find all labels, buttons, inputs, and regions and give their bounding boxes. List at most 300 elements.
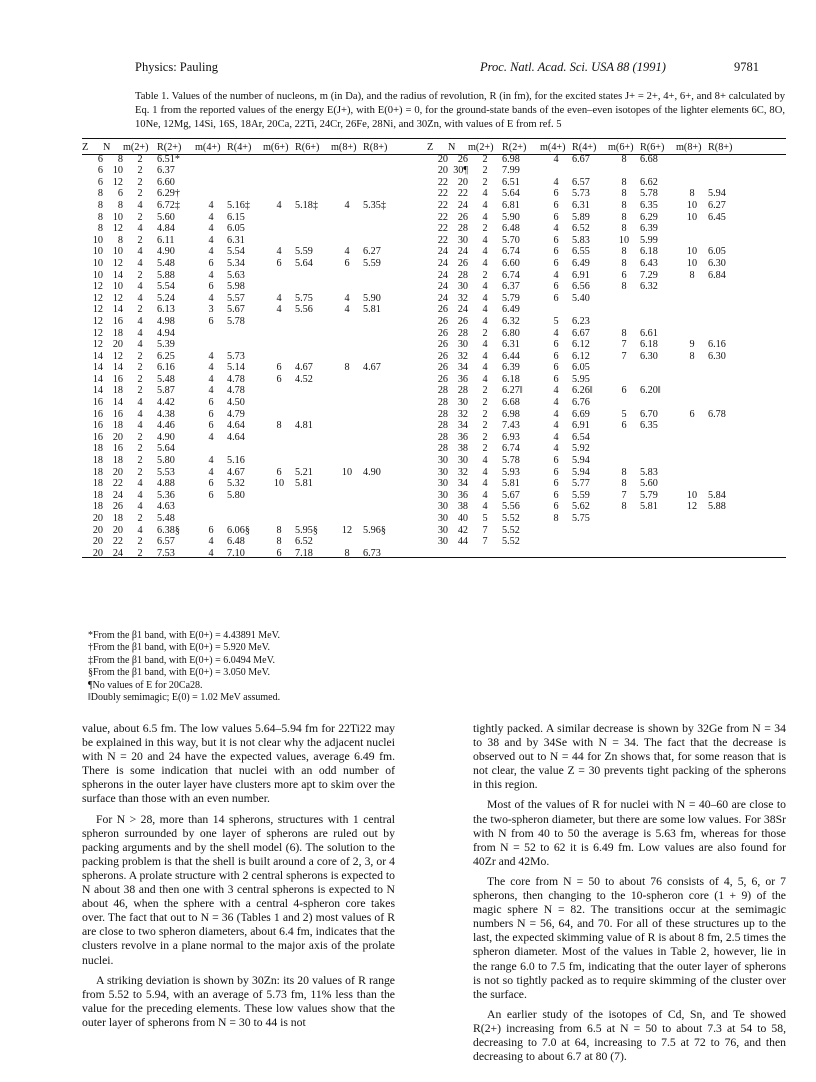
table-cell: 6.93 xyxy=(502,431,520,443)
table-cell xyxy=(331,374,363,386)
table-cell: 6.32 xyxy=(502,315,520,327)
table-cell: 4 xyxy=(276,304,282,316)
table-cell: 4 xyxy=(208,385,214,397)
table-row xyxy=(427,432,744,444)
table-cell: 20 xyxy=(92,524,103,536)
table-cell xyxy=(640,165,676,177)
table-cell: 16 xyxy=(92,431,103,443)
table-cell: 5.48 xyxy=(157,373,175,385)
table-cell: 4 xyxy=(137,223,143,235)
table-cell: 4 xyxy=(276,199,282,211)
table-cell: 4 xyxy=(553,408,559,420)
table-row xyxy=(82,212,399,224)
table-cell: 6.30 xyxy=(708,257,726,269)
table-row xyxy=(427,154,744,166)
table-cell: 6 xyxy=(553,257,559,269)
table-cell xyxy=(640,443,676,455)
table-cell: 30 xyxy=(437,501,448,513)
table-cell xyxy=(608,374,640,386)
table-cell: 4 xyxy=(208,292,214,304)
table-cell: 6.29 xyxy=(640,211,658,223)
table-cell: 4 xyxy=(553,431,559,443)
table-cell: 14 xyxy=(92,362,103,374)
table-cell xyxy=(363,513,399,525)
table-cell: 2 xyxy=(137,443,143,455)
table-cell: 4 xyxy=(482,188,488,200)
table-cell: 6.91 xyxy=(572,269,590,281)
table-cell: 4 xyxy=(553,443,559,455)
table-cell: 4.67 xyxy=(295,362,313,374)
table-cell xyxy=(708,177,744,189)
table-cell: 6.30 xyxy=(640,350,658,362)
table-cell: 18 xyxy=(112,420,123,432)
table-cell: 4 xyxy=(482,304,488,316)
table-cell: 6 xyxy=(276,466,282,478)
table-cell: 2 xyxy=(137,373,143,385)
table-cell xyxy=(331,223,363,235)
table-cell: 12 xyxy=(112,176,123,188)
table-cell: 4 xyxy=(482,350,488,362)
table-cell: 5.67 xyxy=(502,489,520,501)
table-cell: 6 xyxy=(97,176,103,188)
table-cell xyxy=(227,165,263,177)
table-cell xyxy=(572,536,608,548)
col-header: N xyxy=(448,142,456,153)
table-cell: 5.81 xyxy=(363,304,381,316)
table-cell: 6.62 xyxy=(640,176,658,188)
table-cell xyxy=(708,443,744,455)
table-cell: 2 xyxy=(137,536,143,548)
table-cell: 30 xyxy=(437,466,448,478)
table-cell: 6 xyxy=(553,246,559,258)
table-cell xyxy=(331,455,363,467)
table-cell: 5.62 xyxy=(572,501,590,513)
table-cell: 5.14 xyxy=(227,362,245,374)
table-cell: 6 xyxy=(621,269,627,281)
table-cell xyxy=(676,223,708,235)
table-cell xyxy=(608,362,640,374)
table-cell: 6.30 xyxy=(708,350,726,362)
table-cell: 4 xyxy=(137,501,143,513)
table-row xyxy=(427,304,744,316)
table-cell: 4 xyxy=(137,315,143,327)
table-cell: 4 xyxy=(208,211,214,223)
table-cell: 6.05 xyxy=(572,362,590,374)
table-cell: 4.64 xyxy=(227,431,245,443)
table-cell: 18 xyxy=(112,327,123,339)
table-cell: 6.29† xyxy=(157,188,180,200)
table-cell xyxy=(608,293,640,305)
table-cell xyxy=(227,501,263,513)
table-cell: 2 xyxy=(482,408,488,420)
table-cell: 4 xyxy=(137,397,143,409)
table-cell: 4 xyxy=(208,536,214,548)
table-cell: 20 xyxy=(112,431,123,443)
table-cell xyxy=(640,432,676,444)
table-cell: 5.52 xyxy=(502,524,520,536)
table-cell xyxy=(331,165,363,177)
table-cell: 18 xyxy=(112,513,123,524)
paragraph: A striking deviation is shown by 30Zn: its 20 values of R range from 5.52 to 5.94, with an average of 5.73 fm, 11% less than the value for the preceding elements. These low values show that the outer layer of spherons from N = 30 to 44 is not xyxy=(82,973,395,1029)
table-cell: 10 xyxy=(92,234,103,246)
table-cell: 4 xyxy=(208,362,214,374)
table-cell xyxy=(331,513,363,525)
table-cell: 6.31 xyxy=(227,234,245,246)
table-cell: 2 xyxy=(482,223,488,235)
table-cell: 4 xyxy=(137,199,143,211)
table-cell xyxy=(227,154,263,166)
table-cell: 7 xyxy=(482,536,488,548)
table-cell xyxy=(708,362,744,374)
table-cell xyxy=(363,501,399,513)
table-cell: 28 xyxy=(437,420,448,432)
table-cell: 34 xyxy=(457,362,468,374)
table-cell: 6.98 xyxy=(502,408,520,420)
table-cell: 30¶ xyxy=(453,165,468,177)
table-cell: 4.98 xyxy=(157,315,175,327)
table-row xyxy=(82,467,399,479)
table-cell: 8 xyxy=(621,199,627,211)
table-cell: 16 xyxy=(112,443,123,455)
table-cell xyxy=(708,374,744,386)
table-cell: 10 xyxy=(686,489,698,501)
table-cell: 6 xyxy=(553,501,559,513)
table-cell xyxy=(195,188,227,200)
table-cell: 10 xyxy=(686,257,698,269)
table-cell: 16 xyxy=(92,420,103,432)
table-cell xyxy=(708,513,744,525)
table-cell xyxy=(295,490,331,502)
table-row xyxy=(427,339,744,351)
table-cell: 5.81 xyxy=(502,478,520,490)
table-cell xyxy=(195,328,227,340)
table-cell: 12 xyxy=(92,315,103,327)
table-cell xyxy=(195,501,227,513)
table-cell: 2 xyxy=(482,443,488,455)
table-cell: 6.52 xyxy=(295,536,313,548)
table-row xyxy=(82,177,399,189)
table-cell: 22 xyxy=(112,536,123,548)
table-cell xyxy=(708,154,744,166)
paragraph: The core from N = 50 to about 76 consists of 4, 5, 6, or 7 spherons, then changing to the 10-spheron core (1 + 9) of the magic sphere N = 82. The transitions occur at the semimagic numbers N = 56, 64, and 70. For all of these structures up to the last, the expected skimming value of R is about 8 fm, 2.5 times the spheron diameter. Most of the values in Table 2, however, lie in the range 6.0 to 7.5 fm, indicating that the outer layer of spherons is not so tightly packed as to require skimming of the cluster over the surface. xyxy=(473,874,786,1001)
table-row xyxy=(82,270,399,282)
table-cell: 6 xyxy=(208,420,214,432)
table-cell xyxy=(640,455,676,467)
table-cell xyxy=(708,223,744,235)
table-cell: 4.67 xyxy=(227,466,245,478)
table-cell: 10 xyxy=(618,234,630,246)
table-cell: 4 xyxy=(208,223,214,235)
table-cell xyxy=(331,177,363,189)
table-cell: 18 xyxy=(112,385,123,397)
table-cell xyxy=(331,154,363,166)
table-row xyxy=(427,165,744,177)
table-cell xyxy=(227,443,263,455)
table-cell: 4.94 xyxy=(157,327,175,339)
table-cell: 4 xyxy=(482,234,488,246)
table-cell xyxy=(708,420,744,432)
table-row xyxy=(427,374,744,386)
table-cell: 4.50 xyxy=(227,397,245,409)
table-cell: 16 xyxy=(92,408,103,420)
table-cell xyxy=(295,397,331,409)
table-cell: 6 xyxy=(553,466,559,478)
footnote: §From the β1 band, with E(0+) = 3.050 MeV. xyxy=(88,667,271,679)
table-cell: 30 xyxy=(437,524,448,536)
table-cell xyxy=(295,188,331,200)
table-row xyxy=(82,304,399,316)
table-cell xyxy=(608,432,640,444)
table-cell: 4 xyxy=(482,362,488,374)
table-cell: 2 xyxy=(482,385,488,397)
table-cell: 24 xyxy=(457,199,468,211)
table-cell: 2 xyxy=(482,420,488,432)
table-row xyxy=(427,409,744,421)
table-cell xyxy=(263,316,295,328)
table-cell: 4 xyxy=(553,176,559,188)
table-cell: 5.83 xyxy=(640,466,658,478)
table-cell: 7.99 xyxy=(502,165,520,177)
table-cell xyxy=(331,270,363,282)
table-cell: 6.13 xyxy=(157,304,175,316)
col-header: Z xyxy=(82,142,89,153)
table-row xyxy=(427,316,744,328)
table-cell: 8 xyxy=(621,327,627,339)
table-cell xyxy=(363,212,399,224)
table-cell xyxy=(708,281,744,293)
table-cell: 22 xyxy=(437,223,448,235)
table-cell: 6.67 xyxy=(572,327,590,339)
table-cell: 18 xyxy=(92,466,103,478)
table-cell: 6.57 xyxy=(572,176,590,188)
table-caption: Table 1. Values of the number of nucleons, m (in Da), and the radius of revolution, R (in fm), for the excited states J+ = 2+, 4+, 6+, and 8+ calculated by Eq. 1 from the reported values of the energy E(J+), with E(0+) = 0, for the ground-state bands of the even–even isotopes of the lighter elements 6C, 8O, 10Ne, 12Mg, 14Si, 16S, 18Ar, 20Ca, 22Ti, 24Cr, 26Fe, 28Ni, and 30Zn, with values of E from ref. 5 xyxy=(135,91,785,130)
table-cell: 4 xyxy=(482,292,488,304)
table-cell: 4.78 xyxy=(227,373,245,385)
table-cell: 4 xyxy=(137,339,143,351)
table-cell xyxy=(640,304,676,316)
table-cell: 2 xyxy=(137,466,143,478)
paragraph: For N > 28, more than 14 spherons, structures with 1 central spheron surrounded by one layer of spherons are ruled out by packing arguments and by the shell model (6). The solution to the packing problem is that the shell is built around a core of 2, 3, or 4 spherons. A prolate structure with 2 central spherons is expected to N about 38 and then one with 3 central spherons is expected to N about 46, when the sphere with a central 4-spheron core takes over. The fact that out to N = 36 (Tables 1 and 2) most values of R are close to two spheron diameters, about 6.4 fm, indicates that the clusters revolve in a plane normal to the major axis of the prolate nuclei. xyxy=(82,812,395,967)
table-cell: 5.70 xyxy=(502,234,520,246)
table-cell: 5.90 xyxy=(502,211,520,223)
table-cell: 5.93 xyxy=(502,466,520,478)
table-cell xyxy=(363,374,399,386)
table-cell: 9 xyxy=(689,339,695,351)
table-cell: 6.45 xyxy=(708,211,726,223)
table-cell: 18 xyxy=(92,478,103,490)
table-cell: 5.48 xyxy=(157,257,175,269)
table-cell xyxy=(331,443,363,455)
table-cell: 20 xyxy=(437,165,448,177)
table-cell: 8 xyxy=(621,176,627,188)
table-cell: 5.77 xyxy=(572,478,590,490)
table-cell: 8 xyxy=(689,350,695,362)
table-cell xyxy=(263,235,295,247)
table-cell: 4.46 xyxy=(157,420,175,432)
footnote: ‖Doubly semimagic; E(0) = 1.02 MeV assumed. xyxy=(88,692,281,704)
table-cell: 6.18 xyxy=(640,246,658,258)
table-cell: 4.67 xyxy=(363,362,381,374)
table-cell: 6 xyxy=(621,385,627,397)
table-cell: 4.88 xyxy=(157,478,175,490)
table-cell: 2 xyxy=(482,176,488,188)
table-row xyxy=(82,154,399,166)
table-cell: 28 xyxy=(437,397,448,409)
table-cell: 24 xyxy=(437,281,448,293)
table-cell: 6.12 xyxy=(572,339,590,351)
table-cell: 4 xyxy=(482,455,488,467)
table-row xyxy=(427,443,744,455)
table-cell: 22 xyxy=(457,188,468,200)
table-row xyxy=(82,525,399,537)
table-cell xyxy=(363,478,399,490)
table-cell: 5.40 xyxy=(572,292,590,304)
table-cell: 10 xyxy=(112,165,123,177)
table-cell: 6.23 xyxy=(572,315,590,327)
table-cell: 5.39 xyxy=(157,339,175,351)
table-cell: 4 xyxy=(137,420,143,432)
table-cell: 6.73 xyxy=(363,547,381,559)
table-cell: 2 xyxy=(137,547,143,559)
table-cell xyxy=(676,362,708,374)
table-row xyxy=(427,525,744,537)
table-cell xyxy=(263,270,295,282)
page-number: 9781 xyxy=(734,60,759,74)
table-cell xyxy=(676,281,708,293)
table-cell: 6.18 xyxy=(502,373,520,385)
table-cell xyxy=(363,351,399,363)
table-cell: 4 xyxy=(482,281,488,293)
table-cell xyxy=(608,536,640,548)
table-cell: 22 xyxy=(437,188,448,200)
table-cell: 4 xyxy=(208,246,214,258)
footnote: ¶No values of E for 20Ca28. xyxy=(88,679,203,691)
table-cell xyxy=(608,316,640,328)
table-cell: 4 xyxy=(208,234,214,246)
table-row xyxy=(427,501,744,513)
table-cell: 28 xyxy=(437,408,448,420)
table-cell xyxy=(540,525,572,537)
table-cell: 4 xyxy=(482,211,488,223)
table-cell: 12 xyxy=(112,350,123,362)
table-cell xyxy=(572,525,608,537)
table-cell: 4.84 xyxy=(157,223,175,235)
table-cell: 4.78 xyxy=(227,385,245,397)
table-cell: 24 xyxy=(112,547,123,559)
table-cell: 4 xyxy=(137,408,143,420)
table-cell xyxy=(295,270,331,282)
table-cell: 6.52 xyxy=(572,223,590,235)
table-row xyxy=(427,513,744,525)
table-row xyxy=(82,501,399,513)
table-cell: 12 xyxy=(112,257,123,269)
col-header: R(6+) xyxy=(295,142,320,153)
table-cell: 6 xyxy=(553,362,559,374)
table-cell: 6 xyxy=(344,257,350,269)
table-cell: 32 xyxy=(457,350,468,362)
table-cell: 14 xyxy=(92,385,103,397)
table-cell: 5.88 xyxy=(157,269,175,281)
table-cell xyxy=(676,165,708,177)
table-cell xyxy=(676,235,708,247)
table-cell: 6 xyxy=(553,478,559,490)
table-cell: 24 xyxy=(437,292,448,304)
table-cell: 14 xyxy=(112,269,123,281)
table-row xyxy=(82,258,399,270)
table-cell: 30 xyxy=(457,455,468,467)
table-cell: 7.43 xyxy=(502,420,520,432)
table-row xyxy=(427,293,744,305)
table-cell xyxy=(295,443,331,455)
table-cell: 5.78 xyxy=(502,455,520,467)
table-cell: 8 xyxy=(117,199,123,211)
table-cell: 6 xyxy=(208,281,214,293)
table-cell xyxy=(363,490,399,502)
table-row xyxy=(82,188,399,200)
table-cell: 4 xyxy=(137,292,143,304)
table-cell: 6.35 xyxy=(640,420,658,432)
table-row xyxy=(82,455,399,467)
table-row xyxy=(427,478,744,490)
table-cell xyxy=(227,177,263,189)
table-cell: 6 xyxy=(208,489,214,501)
table-cell xyxy=(263,443,295,455)
table-cell: 6.37 xyxy=(157,165,175,177)
table-cell: 4 xyxy=(553,397,559,409)
table-row xyxy=(427,246,744,258)
table-cell: 4 xyxy=(553,153,559,165)
table-cell xyxy=(295,223,331,235)
table-cell xyxy=(263,501,295,513)
table-row xyxy=(82,293,399,305)
table-row xyxy=(82,478,399,490)
table-row xyxy=(82,385,399,397)
table-cell xyxy=(363,536,399,548)
table-cell: 5.56 xyxy=(502,501,520,513)
table-cell: 6.80 xyxy=(502,327,520,339)
table-cell: 6.35 xyxy=(640,199,658,211)
table-cell xyxy=(363,397,399,409)
body-column-left xyxy=(82,722,395,1036)
table-row xyxy=(427,212,744,224)
paragraph: Most of the values of R for nuclei with N = 40–60 are close to the two-spheron diameter, but there are some low values. For 38Sr with N from 40 to 50 the average is 5.63 fm, whereas for those from N = 52 to 62 it is 6.49 fm. Low values are also found for 40Zr and 42Mo. xyxy=(473,798,786,868)
table-cell: 6.26‖ xyxy=(572,385,593,397)
table-cell xyxy=(295,513,331,525)
table-cell: 2 xyxy=(137,165,143,177)
footnote: ‡From the β1 band, with E(0+) = 6.0494 MeV. xyxy=(88,654,276,666)
table-row xyxy=(82,328,399,340)
table-cell xyxy=(295,165,331,177)
table-cell: 4 xyxy=(276,246,282,258)
table-cell: 30 xyxy=(437,455,448,467)
table-cell xyxy=(640,525,676,537)
table-cell: 6.98 xyxy=(502,153,520,165)
table-cell xyxy=(263,177,295,189)
table-cell: 4 xyxy=(137,257,143,269)
table-cell: 4 xyxy=(482,478,488,490)
table-cell: 8 xyxy=(621,478,627,490)
table-cell: 12 xyxy=(686,501,698,513)
table-cell: 2 xyxy=(137,234,143,246)
table-cell: 4 xyxy=(482,315,488,327)
table-cell: 18 xyxy=(112,455,123,467)
table-cell: 26 xyxy=(437,304,448,316)
table-cell: 12 xyxy=(341,524,353,536)
table-cell: 6.18 xyxy=(640,339,658,351)
table-cell: 12 xyxy=(112,223,123,235)
table-footnotes xyxy=(88,630,280,704)
table-cell: 4 xyxy=(208,199,214,211)
